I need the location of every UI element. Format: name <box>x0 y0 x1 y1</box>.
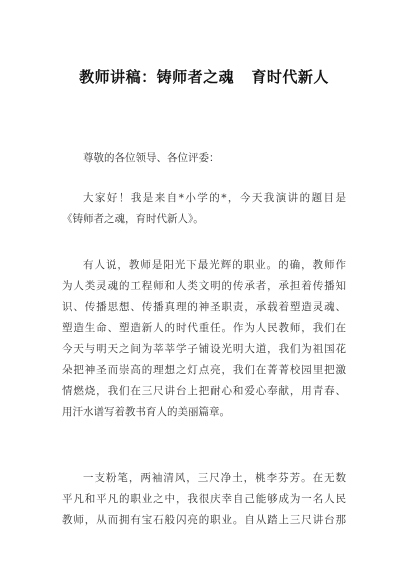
paragraph-line: 为人类灵魂的工程师和人类文明的传承者，承担着传播知 <box>62 280 346 292</box>
paragraph-line: 教师，从而拥有宝石般闪亮的职业。自从踏上三尺讲台那 <box>62 514 346 526</box>
paragraph-line: 用汗水谱写着教书育人的美丽篇章。 <box>62 406 230 418</box>
paragraph-chalk <box>62 468 346 531</box>
paragraph-line: 情燃烧，我们在三尺讲台上把耐心和爱心奉献，用青春、 <box>62 385 346 397</box>
paragraph-line: 有人说，教师是阳光下最光辉的职业。的确，教师作 <box>83 259 346 271</box>
paragraph-teacher-profession <box>62 255 346 423</box>
salutation <box>62 148 346 169</box>
paragraph-line: 一支粉笔，两袖清风，三尺净土，桃李芬芳。在无数 <box>83 472 346 484</box>
paragraph-line: 平凡和平凡的职业之中，我很庆幸自己能够成为一名人民 <box>62 493 346 505</box>
paragraph-line: 大家好！我是来自*小学的*，今天我演讲的题目是 <box>83 192 346 204</box>
salutation-line: 尊敬的各位领导、各位评委： <box>83 152 220 164</box>
document-title: 教师讲稿：铸师者之魂 育时代新人 <box>79 68 329 86</box>
paragraph-line: 塑造生命、塑造新人的时代重任。作为人民教师，我们在 <box>62 322 346 334</box>
paragraph-line: 识、传播思想、传播真理的神圣职责，承载着塑造灵魂、 <box>62 301 346 313</box>
paragraph-line: 朵把神圣而崇高的理想之灯点亮，我们在菁菁校园里把激 <box>62 364 346 376</box>
paragraph-intro <box>62 188 346 230</box>
paragraph-line: 《铸师者之魂，育时代新人》。 <box>62 213 204 225</box>
paragraph-line: 今天与明天之间为莘莘学子铺设光明大道，我们为祖国花 <box>62 343 346 355</box>
